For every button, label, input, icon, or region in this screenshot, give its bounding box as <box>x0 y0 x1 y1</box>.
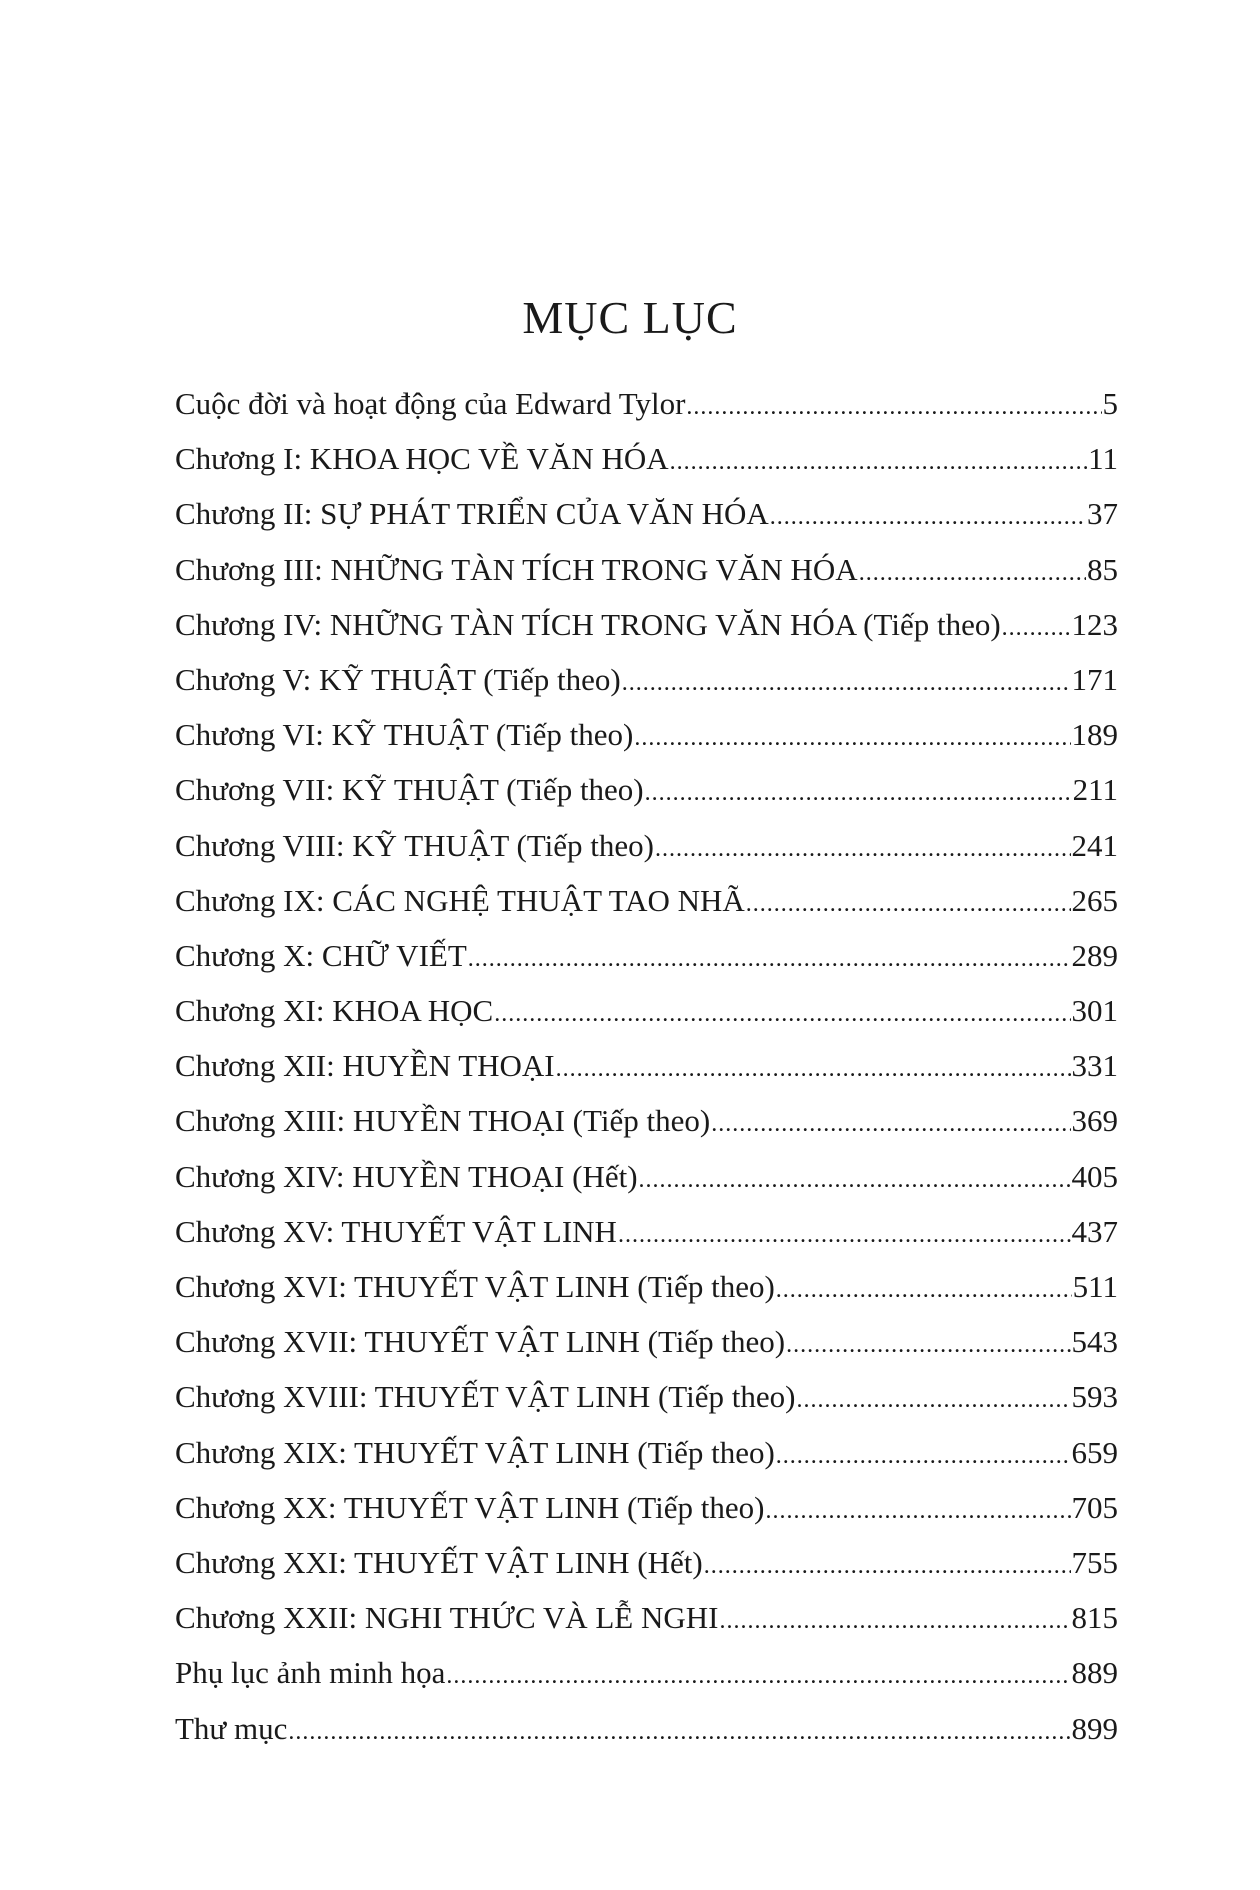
toc-entry-title: Chương VIII: KỸ THUẬT (Tiếp theo) <box>175 827 654 863</box>
dot-leader <box>634 711 1070 766</box>
toc-entry-page: 241 <box>1071 827 1118 863</box>
toc-entry[interactable] <box>175 597 1118 652</box>
toc-entry-title: Cuộc đời và hoạt động của Edward Tylor <box>175 386 686 421</box>
page-title: MỤC LỤC <box>522 292 738 343</box>
toc-entry[interactable] <box>175 1038 1118 1093</box>
toc-entry-page: 815 <box>1071 1600 1118 1636</box>
toc-entry-title: Chương XV: THUYẾT VẬT LINH <box>175 1213 617 1249</box>
toc-entry-page: 289 <box>1071 937 1118 973</box>
toc-entry[interactable] <box>175 652 1118 707</box>
toc-entry-page: 171 <box>1071 661 1118 697</box>
dot-leader <box>288 1705 1070 1760</box>
dot-leader <box>796 1373 1070 1428</box>
dot-leader <box>770 490 1086 545</box>
toc-entry-title: Chương IX: CÁC NGHỆ THUẬT TAO NHÃ <box>175 882 745 918</box>
toc-entry-title: Chương XX: THUYẾT VẬT LINH (Tiếp theo) <box>175 1489 765 1525</box>
dot-leader <box>494 987 1070 1042</box>
toc-entry-page: 5 <box>1102 386 1118 421</box>
toc-entry-title: Chương XI: KHOA HỌC <box>175 993 494 1029</box>
toc-entry-page: 123 <box>1071 606 1118 642</box>
toc-entry-page: 85 <box>1087 551 1118 587</box>
table-of-contents <box>175 376 1118 1756</box>
toc-entry[interactable] <box>175 376 1118 431</box>
toc-entry[interactable] <box>175 707 1118 762</box>
toc-entry[interactable] <box>175 1425 1118 1480</box>
toc-entry-page: 301 <box>1071 993 1118 1029</box>
dot-leader <box>645 766 1072 821</box>
toc-entry-page: 899 <box>1071 1710 1118 1746</box>
toc-entry-title: Chương VI: KỸ THUẬT (Tiếp theo) <box>175 717 634 753</box>
toc-entry[interactable] <box>175 1535 1118 1590</box>
dot-leader <box>686 380 1101 435</box>
toc-entry-title: Chương II: SỰ PHÁT TRIỂN CỦA VĂN HÓA <box>175 496 769 532</box>
dot-leader <box>670 435 1088 490</box>
toc-entry-title: Chương X: CHỮ VIẾT <box>175 937 467 973</box>
toc-entry[interactable] <box>175 1149 1118 1204</box>
toc-entry[interactable] <box>175 1590 1118 1645</box>
dot-leader <box>711 1097 1070 1152</box>
toc-entry-title: Chương V: KỸ THUẬT (Tiếp theo) <box>175 661 621 697</box>
toc-entry-title: Thư mục <box>175 1710 288 1746</box>
toc-entry-page: 659 <box>1071 1434 1118 1470</box>
dot-leader <box>765 1484 1070 1539</box>
toc-entry-page: 265 <box>1071 882 1118 918</box>
toc-entry-page: 437 <box>1071 1213 1118 1249</box>
toc-entry[interactable] <box>175 1369 1118 1424</box>
dot-leader <box>622 656 1071 711</box>
dot-leader <box>719 1594 1070 1649</box>
dot-leader <box>859 546 1086 601</box>
toc-entry[interactable] <box>175 1259 1118 1314</box>
dot-leader <box>556 1042 1071 1097</box>
toc-entry-page: 369 <box>1071 1103 1118 1139</box>
toc-entry-title: Chương XVI: THUYẾT VẬT LINH (Tiếp theo) <box>175 1269 775 1304</box>
dot-leader <box>746 877 1071 932</box>
toc-entry[interactable] <box>175 486 1118 541</box>
toc-entry-title: Chương XIX: THUYẾT VẬT LINH (Tiếp theo) <box>175 1434 775 1470</box>
toc-entry[interactable] <box>175 1314 1118 1369</box>
toc-entry-page: 11 <box>1088 441 1118 477</box>
toc-entry[interactable] <box>175 873 1118 928</box>
toc-entry-title: Chương III: NHỮNG TÀN TÍCH TRONG VĂN HÓA <box>175 551 858 587</box>
toc-entry-page: 405 <box>1071 1158 1118 1194</box>
dot-leader <box>446 1649 1070 1704</box>
toc-entry[interactable] <box>175 1204 1118 1259</box>
toc-entry-title: Chương XVII: THUYẾT VẬT LINH (Tiếp theo) <box>175 1324 786 1360</box>
toc-entry[interactable] <box>175 431 1118 486</box>
toc-entry-title: Chương XIV: HUYỀN THOẠI (Hết) <box>175 1158 638 1194</box>
toc-entry[interactable] <box>175 1701 1118 1756</box>
dot-leader <box>776 1429 1071 1484</box>
toc-entry-page: 37 <box>1087 496 1118 532</box>
toc-entry[interactable] <box>175 818 1118 873</box>
dot-leader <box>639 1153 1071 1208</box>
toc-entry-page: 593 <box>1071 1379 1118 1415</box>
toc-entry-title: Chương IV: NHỮNG TÀN TÍCH TRONG VĂN HÓA (Tiếp theo) <box>175 606 1001 642</box>
toc-entry-title: Chương I: KHOA HỌC VỀ VĂN HÓA <box>175 441 669 477</box>
toc-entry-page: 189 <box>1071 717 1118 753</box>
dot-leader <box>776 1263 1072 1318</box>
toc-entry[interactable] <box>175 542 1118 597</box>
toc-entry-page: 889 <box>1071 1655 1118 1691</box>
toc-entry-page: 331 <box>1071 1048 1118 1084</box>
dot-leader <box>704 1539 1071 1594</box>
dot-leader <box>1002 601 1071 656</box>
dot-leader <box>618 1208 1071 1263</box>
toc-entry-title: Chương XXI: THUYẾT VẬT LINH (Hết) <box>175 1544 703 1580</box>
toc-entry-page: 511 <box>1072 1269 1118 1304</box>
toc-entry[interactable] <box>175 1093 1118 1148</box>
toc-entry[interactable] <box>175 762 1118 817</box>
toc-entry-page: 211 <box>1072 772 1118 808</box>
toc-entry[interactable] <box>175 983 1118 1038</box>
toc-entry-title: Chương VII: KỸ THUẬT (Tiếp theo) <box>175 772 644 808</box>
toc-entry-page: 755 <box>1071 1544 1118 1580</box>
toc-entry-page: 543 <box>1071 1324 1118 1360</box>
toc-entry-title: Chương XII: HUYỀN THOẠI <box>175 1048 555 1084</box>
toc-entry-title: Chương XVIII: THUYẾT VẬT LINH (Tiếp theo) <box>175 1379 796 1415</box>
toc-entry[interactable] <box>175 928 1118 983</box>
toc-entry-page: 705 <box>1071 1489 1118 1525</box>
toc-entry-title: Chương XXII: NGHI THỨC VÀ LỄ NGHI <box>175 1600 719 1636</box>
toc-entry[interactable] <box>175 1645 1118 1700</box>
dot-leader <box>655 822 1071 877</box>
dot-leader <box>786 1318 1070 1373</box>
toc-entry[interactable] <box>175 1480 1118 1535</box>
toc-entry-title: Phụ lục ảnh minh họa <box>175 1655 446 1691</box>
dot-leader <box>468 932 1071 987</box>
toc-entry-title: Chương XIII: HUYỀN THOẠI (Tiếp theo) <box>175 1103 711 1139</box>
